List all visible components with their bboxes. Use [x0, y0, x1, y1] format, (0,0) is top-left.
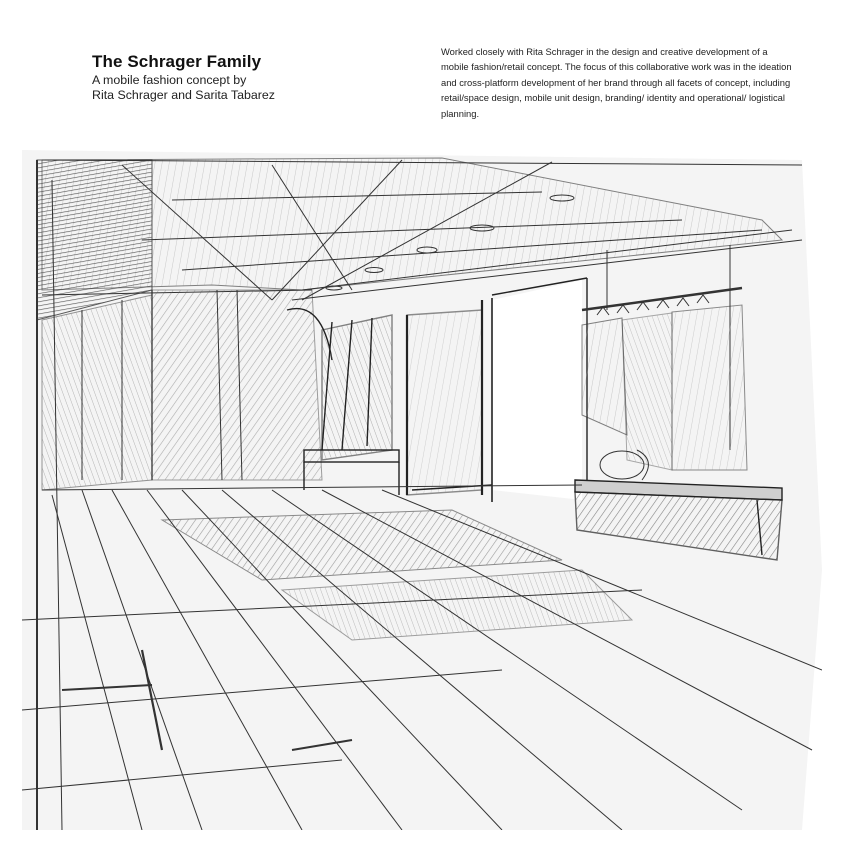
page-title: The Schrager Family	[92, 52, 262, 71]
subtitle-line-1: A mobile fashion concept by	[92, 73, 247, 87]
interior-sketch	[22, 150, 822, 830]
project-description: Worked closely with Rita Schrager in the design and creative development of a mobile fashion/retail concept. The focus of this collaborative work was in the ideation and cross-platform development of her brand through all facets of concept, including retail/space design, mobile unit design, branding/ identity and operational/ logistical planning.	[441, 46, 792, 119]
page-subtitle	[92, 73, 352, 103]
subtitle-line-2: Rita Schrager and Sarita Tabarez	[92, 88, 275, 102]
